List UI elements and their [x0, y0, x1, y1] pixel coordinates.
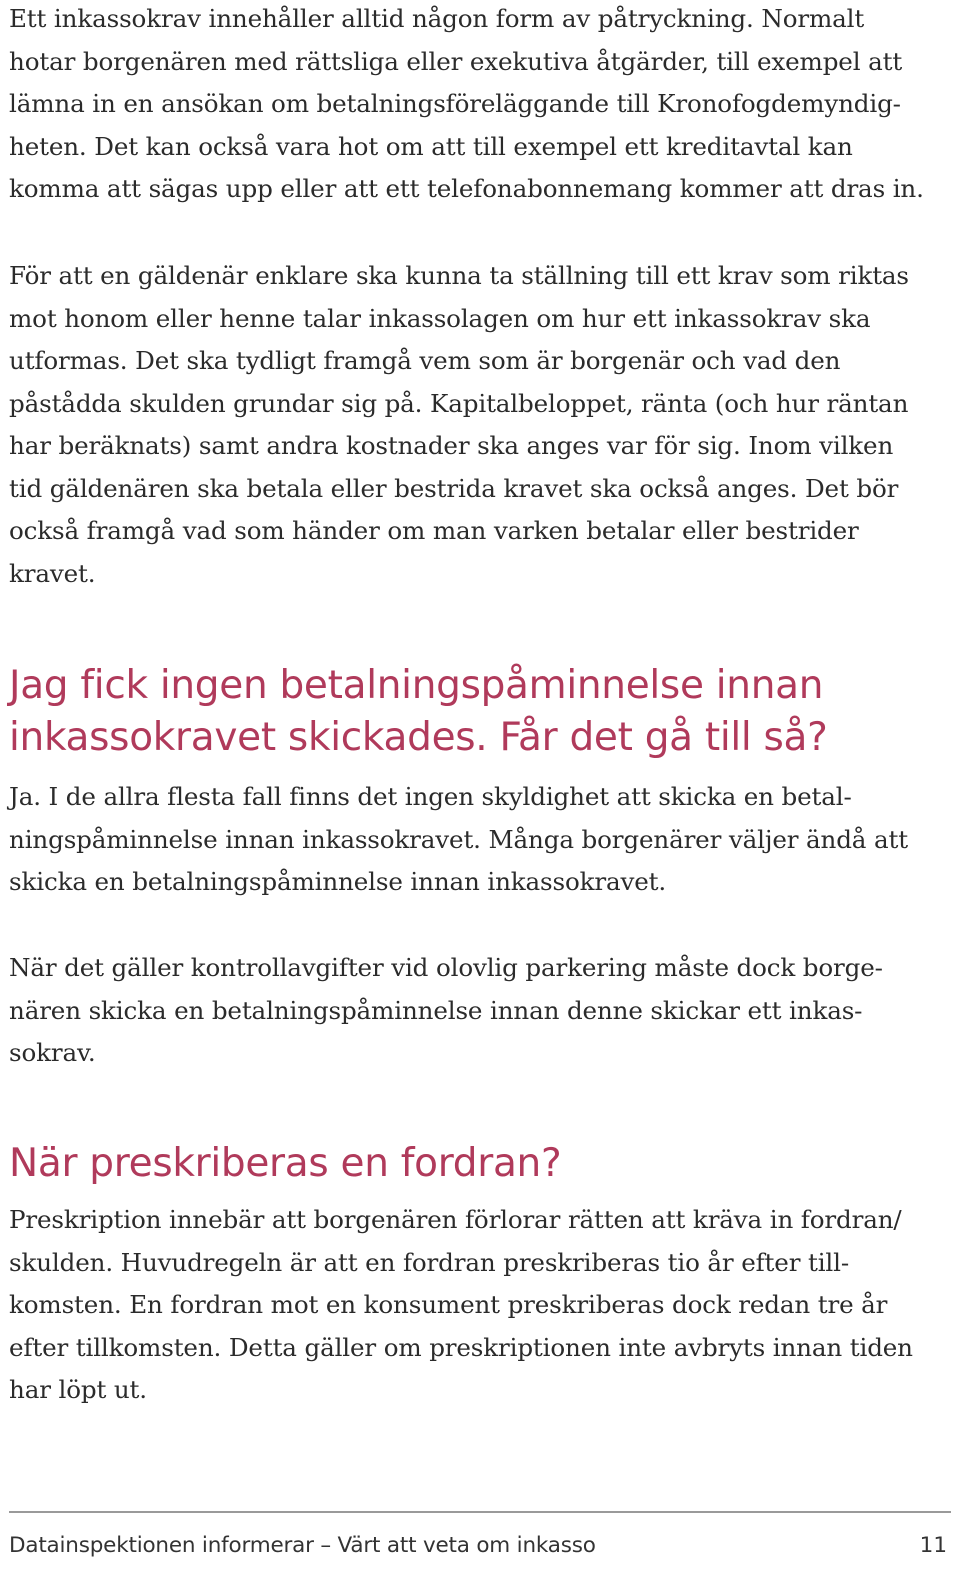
heading-line: När preskriberas en fordran? — [9, 1141, 562, 1186]
heading-line: Jag fick ingen betalningspåminnelse innan — [9, 663, 824, 708]
text-line: Ett inkassokrav innehåller alltid någon form av påtryckning. Normalt — [9, 4, 865, 33]
text-line: lämna in en ansökan om betalningsföreläggande till Kronofogdemyndig- — [9, 89, 901, 118]
text-line: komma att sägas upp eller att ett telefonabonnemang kommer att dras in. — [9, 174, 924, 203]
text-line: heten. Det kan också vara hot om att till exempel ett kreditavtal kan — [9, 131, 853, 161]
text-line: kravet. — [9, 558, 96, 588]
text-line: också framgå vad som händer om man varken betalar eller bestrider — [9, 516, 859, 545]
footer-publication-title: Datainspektionen informerar – Värt att veta om inkasso — [9, 1533, 596, 1558]
text-line: nären skicka en betalningspåminnelse innan denne skickar ett inkas- — [9, 995, 863, 1025]
text-line: Ja. I de allra flesta fall finns det ingen skyldighet att skicka en betal- — [9, 782, 852, 811]
paragraph-prescription — [9, 1199, 913, 1412]
text-line: sokrav. — [9, 1038, 96, 1067]
text-line: har beräknats) samt andra kostnader ska anges var för sig. Inom vilken — [9, 431, 894, 460]
text-line: ningspåminnelse innan inkassokravet. Många borgenärer väljer ändå att — [9, 824, 908, 854]
paragraph-inkassokrav-pressure — [9, 0, 924, 211]
footer-divider — [9, 1511, 951, 1513]
section-heading-prescription — [9, 1138, 561, 1190]
text-line: skulden. Huvudregeln är att en fordran preskriberas tio år efter till- — [9, 1247, 850, 1277]
text-line: Preskription innebär att borgenären förlorar rätten att kräva in fordran/ — [9, 1205, 902, 1234]
text-line: utformas. Det ska tydligt framgå vem som är borgenär och vad den — [9, 346, 841, 375]
text-line: efter tillkomsten. Detta gäller om preskriptionen inte avbryts innan tiden — [9, 1332, 913, 1362]
text-line: tid gäldenären ska betala eller bestrida kravet ska också anges. Det bör — [9, 473, 899, 503]
paragraph-parking-fees — [9, 947, 883, 1075]
text-line: När det gäller kontrollavgifter vid olovlig parkering måste dock borge- — [9, 953, 883, 982]
text-line: påstådda skulden grundar sig på. Kapitalbeloppet, ränta (och hur räntan — [9, 388, 909, 418]
text-line: skicka en betalningspåminnelse innan inkassokravet. — [9, 867, 667, 896]
text-line: har löpt ut. — [9, 1375, 147, 1404]
section-heading-reminder — [9, 660, 828, 764]
paragraph-inkassokrav-format — [9, 255, 909, 595]
text-line: För att en gäldenär enklare ska kunna ta ställning till ett krav som riktas — [9, 261, 909, 290]
page-number: 11 — [919, 1533, 947, 1558]
text-line: komsten. En fordran mot en konsument preskriberas dock redan tre år — [9, 1290, 888, 1319]
heading-line: inkassokravet skickades. Får det gå till så? — [9, 715, 828, 760]
text-line: mot honom eller henne talar inkassolagen om hur ett inkassokrav ska — [9, 303, 871, 333]
text-line: hotar borgenären med rättsliga eller exekutiva åtgärder, till exempel att — [9, 46, 903, 76]
paragraph-reminder-answer — [9, 776, 908, 904]
